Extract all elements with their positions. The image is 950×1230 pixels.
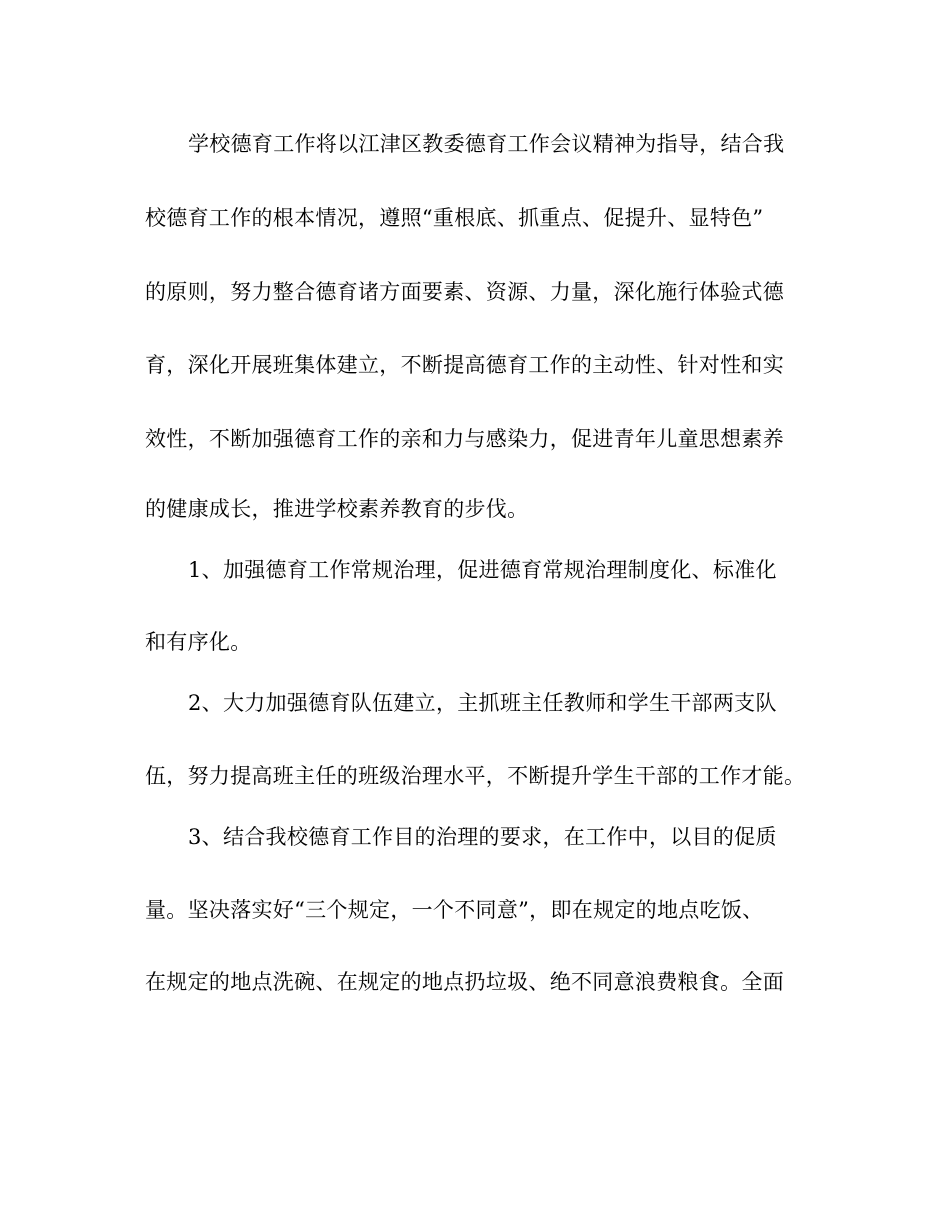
paragraph-intro-line-6: 的健康成长，推进学校素养教育的步伐。: [145, 497, 529, 521]
paragraph-intro-line-5: 效性，不断加强德育工作的亲和力与感染力，促进青年儿童思想素养: [145, 427, 784, 451]
paragraph-intro-line-2: 校德育工作的根本情况，遵照“重根底、抓重点、促提升、显特色”: [145, 206, 764, 230]
paragraph-intro-line-3: 的原则，努力整合德育诸方面要素、资源、力量，深化施行体验式德: [145, 280, 784, 304]
item-2-line-1: 2、大力加强德育队伍建立，主抓班主任教师和学生干部两支队: [188, 691, 777, 715]
paragraph-intro-line-1: 学校德育工作将以江津区教委德育工作会议精神为指导，结合我: [188, 132, 785, 156]
item-3-line-3: 在规定的地点洗碗、在规定的地点扔垃圾、绝不同意浪费粮食。全面: [145, 970, 784, 994]
item-1-line-2: 和有序化。: [145, 630, 252, 654]
item-3-line-1: 3、结合我校德育工作目的治理的要求，在工作中，以目的促质: [188, 825, 777, 849]
item-3-line-2: 量。坚决落实好“三个规定，一个不同意”，即在规定的地点吃饭、: [145, 898, 764, 922]
item-1-line-1: 1、加强德育工作常规治理，促进德育常规治理制度化、标准化: [188, 558, 777, 582]
paragraph-intro-line-4: 育，深化开展班集体建立，不断提高德育工作的主动性、针对性和实: [145, 353, 784, 377]
item-2-line-2: 伍，努力提高班主任的班级治理水平，不断提升学生干部的工作才能。: [145, 764, 806, 788]
